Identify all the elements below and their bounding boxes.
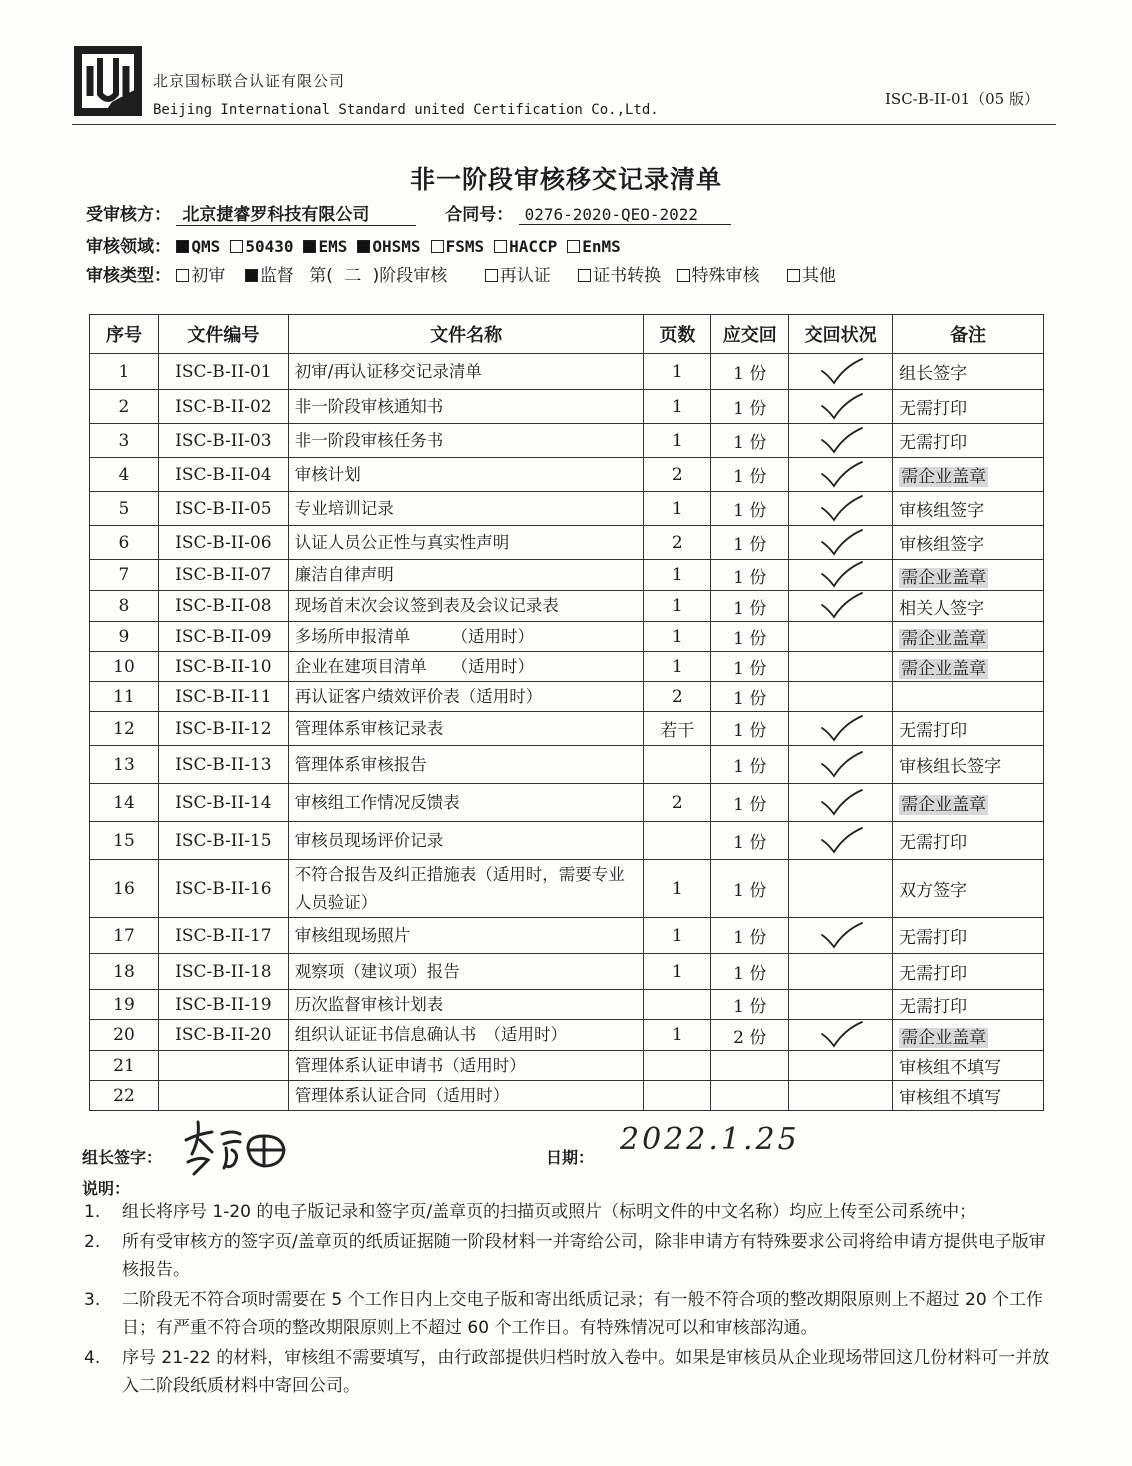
cell-no: 9 (90, 622, 159, 652)
note-text: 二阶段无不符合项时需要在 5 个工作日内上交电子版和寄出纸质记录；有一般不符合项的整改期限原则上不超过 20 个工作日；有严重不符合项的整改期限原则上不超过 60 个工作日。有特殊情况可以和审核部沟通。 (122, 1290, 1044, 1338)
checkbox-icon (431, 240, 444, 253)
handwritten-signature-icon (178, 1118, 298, 1178)
cell-remark (893, 990, 1044, 1020)
cell-name: 组织认证证书信息确认书 （适用时） (288, 1020, 644, 1051)
note-text: 所有受审核方的签字页/盖章页的纸质证据随一阶段材料一并寄给公司，除非申请方有特殊要求公司将给申请方提供电子版审核报告。 (122, 1232, 1046, 1280)
cell-status (789, 622, 893, 652)
check-mark-icon (818, 1020, 864, 1050)
check-mark-icon (818, 494, 864, 524)
cell-pages: 2 (644, 526, 711, 560)
cell-status (789, 822, 893, 860)
remark-text: 审核组长签字 (899, 757, 1002, 777)
table-row (90, 954, 1044, 990)
domain-options (176, 237, 630, 257)
table-row (90, 354, 1044, 390)
note-item (82, 1286, 1052, 1342)
cell-no: 18 (90, 954, 159, 990)
cell-code: ISC-B-II-17 (158, 918, 288, 954)
table-row (90, 424, 1044, 458)
check-mark-icon (818, 357, 864, 387)
check-mark-icon (818, 714, 864, 744)
cell-remark (893, 822, 1044, 860)
table-row (90, 822, 1044, 860)
remark-text: 需企业盖章 (901, 629, 987, 649)
cell-pages (644, 822, 711, 860)
cell-no: 2 (90, 390, 159, 424)
cell-copies: 1 份 (711, 784, 789, 822)
cell-copies: 1 份 (711, 822, 789, 860)
table-row (90, 746, 1044, 784)
cell-no: 11 (90, 682, 159, 712)
remark-text: 无需打印 (899, 964, 968, 984)
cell-no: 19 (90, 990, 159, 1020)
header-divider (72, 124, 1056, 125)
notes-title: 说明： (82, 1179, 131, 1198)
option-initial[interactable]: 初审 (176, 266, 225, 286)
cell-copies: 1 份 (711, 526, 789, 560)
checkbox-checked-icon (303, 240, 316, 253)
cell-remark (893, 682, 1044, 712)
table-row (90, 860, 1044, 918)
cell-remark (893, 591, 1044, 622)
cell-pages: 2 (644, 682, 711, 712)
cell-copies (711, 1081, 789, 1111)
remark-text: 需企业盖章 (901, 567, 987, 588)
domain-label: 审核领域： (86, 237, 171, 257)
cell-name: 审核员现场评价记录 (288, 822, 644, 860)
cell-copies: 1 份 (711, 990, 789, 1020)
cell-name: 管理体系审核报告 (288, 746, 644, 784)
cell-remark (893, 390, 1044, 424)
company-name-cn: 北京国标联合认证有限公司 (153, 72, 346, 90)
remark-text: 需企业盖章 (901, 1027, 987, 1048)
cell-copies: 1 份 (711, 424, 789, 458)
cell-pages: 1 (644, 1020, 711, 1051)
cell-status (789, 990, 893, 1020)
stage-suffix: )阶段审核 (372, 266, 448, 286)
table-row (90, 1020, 1044, 1051)
remark-text: 审核组签字 (899, 501, 985, 521)
note-number: 3. (84, 1290, 101, 1310)
domain-option[interactable]: OHSMS (357, 237, 420, 257)
table-row (90, 1051, 1044, 1081)
checkbox-icon (494, 240, 507, 253)
cell-remark (893, 746, 1044, 784)
cell-pages: 1 (644, 622, 711, 652)
note-number: 2. (84, 1232, 101, 1252)
audit-domain-line (86, 232, 631, 257)
note-number: 1. (84, 1202, 101, 1222)
records-table (89, 314, 1044, 1111)
cell-name: 审核组现场照片 (288, 918, 644, 954)
contract-label: 合同号： (445, 205, 514, 225)
cell-no: 22 (90, 1081, 159, 1111)
stage-prefix: 第( (309, 266, 333, 286)
cell-status (789, 591, 893, 622)
check-mark-icon (818, 788, 864, 818)
cell-no: 16 (90, 860, 159, 918)
option-special[interactable]: 特殊审核 (677, 266, 760, 286)
cell-pages: 2 (644, 458, 711, 492)
cell-code: ISC-B-II-14 (158, 784, 288, 822)
cell-status (789, 560, 893, 591)
cell-code (158, 1081, 288, 1111)
remark-text: 无需打印 (899, 833, 968, 853)
cell-pages: 1 (644, 492, 711, 526)
table-row (90, 458, 1044, 492)
cell-remark (893, 652, 1044, 682)
company-logo-icon (72, 44, 144, 118)
cell-remark (893, 424, 1044, 458)
option-transfer[interactable]: 证书转换 (578, 266, 661, 286)
cell-no: 21 (90, 1051, 159, 1081)
cell-copies: 1 份 (711, 712, 789, 746)
cell-name: 现场首末次会议签到表及会议记录表 (288, 591, 644, 622)
cell-code (158, 1051, 288, 1081)
cell-pages (644, 746, 711, 784)
table-row (90, 990, 1044, 1020)
remark-text: 双方签字 (899, 881, 968, 901)
remark-text: 无需打印 (899, 997, 968, 1017)
option-supervision[interactable]: 监督 (245, 266, 294, 286)
checkbox-checked-icon (176, 240, 189, 253)
cell-pages: 1 (644, 860, 711, 918)
header-remark: 备注 (893, 315, 1044, 354)
option-recert[interactable]: 再认证 (485, 266, 551, 286)
cell-name: 再认证客户绩效评价表（适用时） (288, 682, 644, 712)
domain-option[interactable]: EMS (303, 237, 347, 257)
check-mark-icon (818, 426, 864, 456)
checkbox-icon (485, 269, 498, 282)
cell-remark (893, 492, 1044, 526)
remark-text: 无需打印 (899, 433, 968, 453)
cell-name: 廉洁自律声明 (288, 560, 644, 591)
check-mark-icon (818, 750, 864, 780)
cell-code: ISC-B-II-09 (158, 622, 288, 652)
cell-name: 不符合报告及纠正措施表（适用时，需要专业人员验证） (288, 860, 644, 918)
header-status: 交回状况 (789, 315, 893, 354)
domain-option[interactable]: 50430 (230, 237, 293, 257)
cell-pages: 1 (644, 652, 711, 682)
cell-no: 20 (90, 1020, 159, 1051)
cell-remark (893, 560, 1044, 591)
cell-code: ISC-B-II-02 (158, 390, 288, 424)
cell-name: 管理体系审核记录表 (288, 712, 644, 746)
cell-copies: 1 份 (711, 458, 789, 492)
leader-signature-label: 组长签字： (82, 1148, 163, 1167)
header-no: 序号 (90, 315, 159, 354)
cell-status (789, 682, 893, 712)
cell-pages: 2 (644, 784, 711, 822)
cell-remark (893, 954, 1044, 990)
cell-status (789, 390, 893, 424)
cell-status (789, 424, 893, 458)
check-mark-icon (818, 392, 864, 422)
note-number: 4. (84, 1348, 101, 1368)
remark-text: 组长签字 (899, 364, 968, 384)
cell-name: 多场所申报清单 （适用时） (288, 622, 644, 652)
cell-pages: 1 (644, 560, 711, 591)
remark-text: 需企业盖章 (901, 467, 987, 487)
cell-copies: 1 份 (711, 560, 789, 591)
cell-code: ISC-B-II-11 (158, 682, 288, 712)
cell-code: ISC-B-II-05 (158, 492, 288, 526)
table-row (90, 492, 1044, 526)
cell-status (789, 1051, 893, 1081)
checkbox-checked-icon (245, 269, 258, 282)
checkbox-icon (677, 269, 690, 282)
cell-status (789, 1020, 893, 1051)
cell-remark (893, 622, 1044, 652)
note-text: 组长将序号 1-20 的电子版记录和签字页/盖章页的扫描页或照片（标明文件的中文名称）均应上传至公司系统中； (122, 1202, 977, 1222)
cell-copies: 1 份 (711, 492, 789, 526)
cell-no: 8 (90, 591, 159, 622)
cell-no: 3 (90, 424, 159, 458)
header-code: 文件编号 (158, 315, 288, 354)
remark-text: 需企业盖章 (901, 659, 987, 679)
auditee-label: 受审核方： (86, 205, 171, 225)
remark-text: 审核组不填写 (899, 1058, 1002, 1078)
cell-remark (893, 526, 1044, 560)
domain-option[interactable]: QMS (176, 237, 220, 257)
checkbox-icon (176, 269, 189, 282)
checkbox-icon (787, 269, 800, 282)
cell-code: ISC-B-II-13 (158, 746, 288, 784)
checkbox-icon (230, 240, 243, 253)
cell-status (789, 712, 893, 746)
cell-code: ISC-B-II-03 (158, 424, 288, 458)
note-item (82, 1344, 1052, 1400)
cell-status (789, 458, 893, 492)
cell-code: ISC-B-II-08 (158, 591, 288, 622)
table-header-row (90, 315, 1044, 354)
header-copies: 应交回 (711, 315, 789, 354)
check-mark-icon (818, 921, 864, 951)
header-pages: 页数 (644, 315, 711, 354)
cell-pages: 1 (644, 354, 711, 390)
cell-code: ISC-B-II-10 (158, 652, 288, 682)
remark-text: 审核组不填写 (899, 1088, 1002, 1108)
cell-copies: 1 份 (711, 652, 789, 682)
cell-no: 5 (90, 492, 159, 526)
cell-name: 初审/再认证移交记录清单 (288, 354, 644, 390)
table-row (90, 526, 1044, 560)
cell-status (789, 526, 893, 560)
remark-text: 无需打印 (899, 721, 968, 741)
cell-name: 认证人员公正性与真实性声明 (288, 526, 644, 560)
cell-no: 13 (90, 746, 159, 784)
cell-name: 审核计划 (288, 458, 644, 492)
cell-pages (644, 990, 711, 1020)
cell-copies: 1 份 (711, 390, 789, 424)
cell-pages: 1 (644, 954, 711, 990)
checkbox-icon (567, 240, 580, 253)
table-row (90, 1081, 1044, 1111)
cell-pages (644, 1051, 711, 1081)
cell-copies: 1 份 (711, 354, 789, 390)
cell-code: ISC-B-II-16 (158, 860, 288, 918)
cell-pages: 1 (644, 591, 711, 622)
cell-copies: 1 份 (711, 918, 789, 954)
cell-code: ISC-B-II-19 (158, 990, 288, 1020)
cell-no: 1 (90, 354, 159, 390)
cell-code: ISC-B-II-15 (158, 822, 288, 860)
cell-code: ISC-B-II-20 (158, 1020, 288, 1051)
cell-copies: 1 份 (711, 860, 789, 918)
cell-pages: 1 (644, 918, 711, 954)
stage-number: 二 (344, 266, 362, 286)
cell-pages: 若干 (644, 712, 711, 746)
cell-name: 企业在建项目清单 （适用时） (288, 652, 644, 682)
remark-text: 无需打印 (899, 928, 968, 948)
cell-remark (893, 1051, 1044, 1081)
table-row (90, 712, 1044, 746)
note-item (82, 1198, 1052, 1226)
company-name-en: Beijing International Standard united Certification Co.,Ltd. (153, 102, 659, 118)
option-other[interactable]: 其他 (787, 266, 836, 286)
cell-remark (893, 918, 1044, 954)
audit-type-label: 审核类型： (86, 266, 171, 286)
cell-remark (893, 354, 1044, 390)
notes-list (82, 1198, 1052, 1402)
table-row (90, 390, 1044, 424)
remark-text: 审核组签字 (899, 535, 985, 555)
cell-no: 14 (90, 784, 159, 822)
check-mark-icon (818, 460, 864, 490)
cell-remark (893, 458, 1044, 492)
form-code: ISC-B-II-01（05 版） (885, 90, 1039, 108)
cell-remark (893, 1081, 1044, 1111)
check-mark-icon (818, 591, 864, 621)
cell-status (789, 954, 893, 990)
domain-option[interactable]: EnMS (567, 237, 621, 257)
cell-name: 专业培训记录 (288, 492, 644, 526)
checkbox-icon (578, 269, 591, 282)
date-value: 2022.1.25 (620, 1122, 800, 1157)
cell-no: 4 (90, 458, 159, 492)
document-title: 非一阶段审核移交记录清单 (409, 165, 722, 194)
date-label: 日期： (546, 1148, 595, 1167)
domain-option[interactable]: HACCP (494, 237, 557, 257)
table-row (90, 652, 1044, 682)
cell-name: 非一阶段审核任务书 (288, 424, 644, 458)
cell-copies: 1 份 (711, 954, 789, 990)
checkbox-checked-icon (357, 240, 370, 253)
remark-text: 无需打印 (899, 399, 968, 419)
check-mark-icon (818, 560, 864, 590)
audit-type-line (86, 261, 836, 286)
cell-no: 6 (90, 526, 159, 560)
cell-copies (711, 1051, 789, 1081)
cell-copies: 1 份 (711, 591, 789, 622)
cell-code: ISC-B-II-12 (158, 712, 288, 746)
cell-name: 审核组工作情况反馈表 (288, 784, 644, 822)
cell-status (789, 492, 893, 526)
cell-name: 非一阶段审核通知书 (288, 390, 644, 424)
check-mark-icon (818, 528, 864, 558)
cell-status (789, 784, 893, 822)
note-text: 序号 21-22 的材料，审核组不需要填写，由行政部提供归档时放入卷中。如果是审核员从企业现场带回这几份材料可一并放入二阶段纸质材料中寄回公司。 (122, 1348, 1050, 1396)
cell-code: ISC-B-II-01 (158, 354, 288, 390)
cell-code: ISC-B-II-18 (158, 954, 288, 990)
remark-text: 相关人签字 (899, 598, 985, 619)
cell-name: 管理体系认证合同（适用时） (288, 1081, 644, 1111)
cell-pages (644, 1081, 711, 1111)
cell-code: ISC-B-II-06 (158, 526, 288, 560)
cell-remark (893, 1020, 1044, 1051)
check-mark-icon (818, 826, 864, 856)
cell-remark (893, 860, 1044, 918)
cell-copies: 2 份 (711, 1020, 789, 1051)
cell-code: ISC-B-II-07 (158, 560, 288, 591)
cell-no: 10 (90, 652, 159, 682)
table-row (90, 622, 1044, 652)
cell-name: 历次监督审核计划表 (288, 990, 644, 1020)
cell-copies: 1 份 (711, 746, 789, 784)
contract-value: 0276-2020-QEO-2022 (519, 205, 731, 225)
table-row (90, 591, 1044, 622)
table-row (90, 560, 1044, 591)
cell-status (789, 746, 893, 784)
cell-pages: 1 (644, 424, 711, 458)
cell-name: 管理体系认证申请书（适用时） (288, 1051, 644, 1081)
cell-no: 15 (90, 822, 159, 860)
table-row (90, 682, 1044, 712)
cell-status (789, 1081, 893, 1111)
cell-remark (893, 712, 1044, 746)
cell-pages: 1 (644, 390, 711, 424)
cell-status (789, 860, 893, 918)
header-name: 文件名称 (288, 315, 644, 354)
cell-name: 观察项（建议项）报告 (288, 954, 644, 990)
note-item (82, 1228, 1052, 1284)
cell-copies: 1 份 (711, 622, 789, 652)
table-row (90, 784, 1044, 822)
cell-status (789, 652, 893, 682)
cell-no: 17 (90, 918, 159, 954)
cell-remark (893, 784, 1044, 822)
remark-text: 需企业盖章 (901, 795, 987, 815)
cell-status (789, 918, 893, 954)
table-body (90, 354, 1044, 1111)
domain-option[interactable]: FSMS (431, 237, 485, 257)
cell-copies: 1 份 (711, 682, 789, 712)
cell-status (789, 354, 893, 390)
auditee-value: 北京捷睿罗科技有限公司 (176, 200, 416, 226)
table-row (90, 918, 1044, 954)
cell-code: ISC-B-II-04 (158, 458, 288, 492)
auditee-line (86, 200, 731, 226)
cell-no: 7 (90, 560, 159, 591)
cell-no: 12 (90, 712, 159, 746)
